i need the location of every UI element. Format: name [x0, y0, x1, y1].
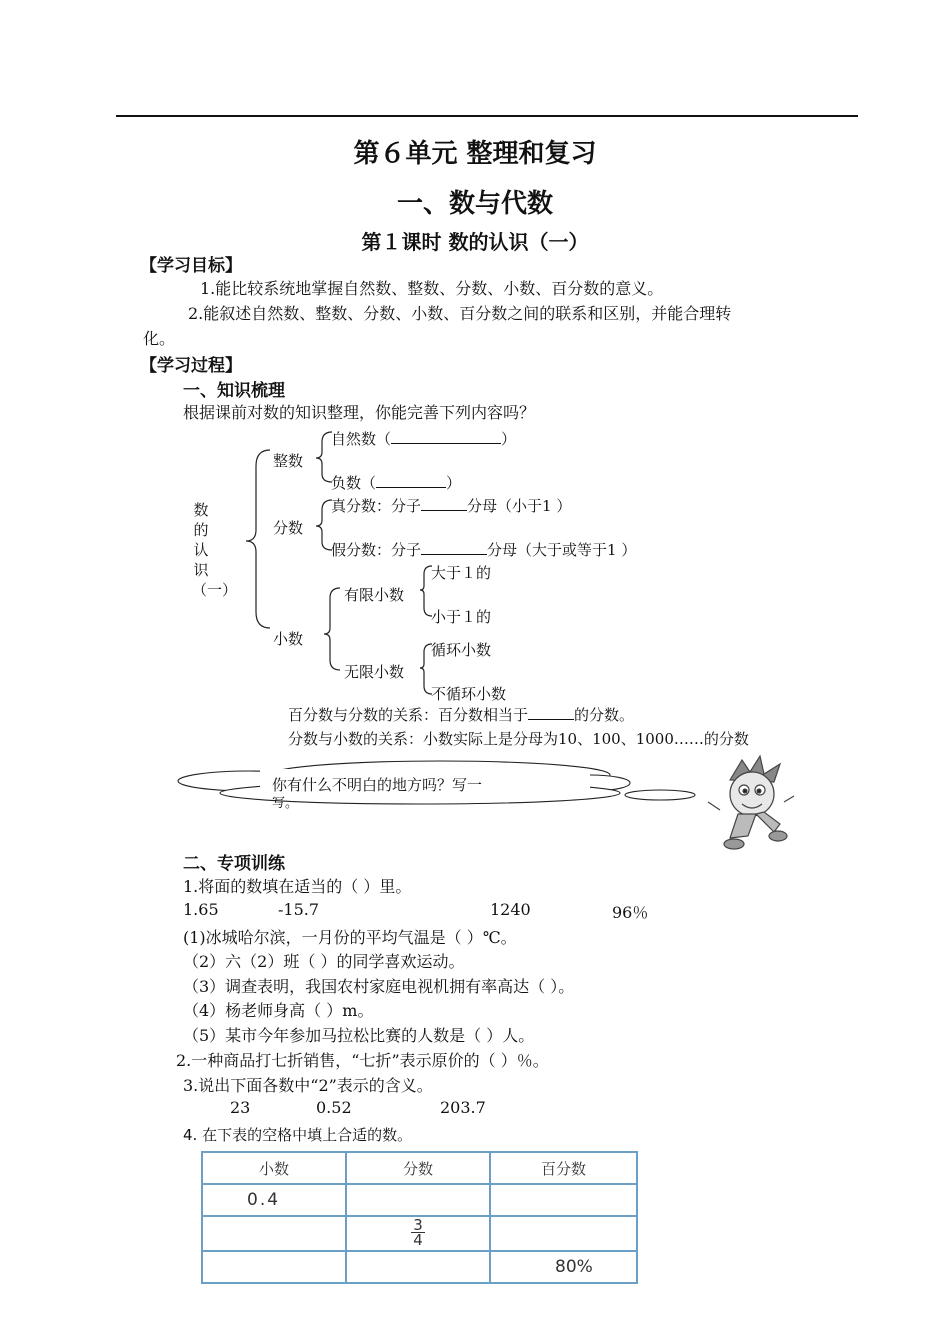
fraction-three-quarters: [411, 1218, 425, 1247]
tree-decimal: 小数: [273, 630, 304, 648]
tree-negative: 负数（ ）: [331, 474, 462, 492]
process-heading: 【学习过程】: [140, 356, 242, 376]
question-1-2: （2）六（2）班（ ）的同学喜欢运动。: [183, 952, 465, 971]
question-4: 4. 在下表的空格中填上合适的数。: [183, 1126, 413, 1144]
question-1: 1.将面的数填在适当的（ ）里。: [183, 877, 412, 896]
question-1-4: （4）杨老师身高（ ）m。: [183, 1001, 374, 1020]
unit-title: 第６单元 整理和复习: [353, 139, 597, 169]
table-row: [202, 1216, 637, 1251]
table-header-fraction: 分数: [346, 1152, 490, 1184]
tree-proper-fraction: 真分数：分子 分母（小于1 ）: [331, 497, 572, 515]
number-1: 1.65: [183, 900, 219, 919]
q3-number-3: 203.7: [440, 1098, 486, 1117]
number-3: 1240: [490, 900, 531, 919]
tree-natural: 自然数（ ）: [331, 430, 517, 448]
lesson-title: 第１课时 数的认识（一）: [361, 230, 589, 254]
table-cell-blank[interactable]: [346, 1251, 490, 1283]
question-2: 2.一种商品打七折销售，“七折”表示原价的（ ）％。: [176, 1051, 549, 1070]
table-header-decimal: 小数: [202, 1152, 346, 1184]
table-cell-blank[interactable]: [202, 1251, 346, 1283]
tree-greater-than-one: 大于１的: [431, 564, 492, 582]
number-2: -15.7: [278, 900, 320, 919]
tree-finite-decimal: 有限小数: [344, 586, 405, 604]
goal-item-2: 2.能叙述自然数、整数、分数、小数、百分数之间的联系和区别，并能合理转: [188, 304, 732, 323]
table-cell-fraction: [346, 1216, 490, 1251]
part1-intro: 根据课前对数的知识整理，你能完善下列内容吗？: [183, 403, 536, 422]
percent-relation: 百分数与分数的关系：百分数相当于 的分数。: [288, 706, 635, 724]
question-1-3: （3）调查表明，我国农村家庭电视机拥有率高达（ ）。: [183, 977, 575, 996]
tree-less-than-one: 小于１的: [431, 608, 492, 626]
fraction-numerator: 3: [413, 1216, 423, 1234]
table-row: [202, 1251, 637, 1283]
table-cell-blank[interactable]: [346, 1184, 490, 1216]
table-cell-decimal: 0.4: [202, 1184, 346, 1216]
number-4: 96％: [612, 903, 649, 922]
table-cell-blank[interactable]: [490, 1216, 637, 1251]
tree-improper-fraction: 假分数：分子 分母（大于或等于1 ）: [331, 541, 637, 559]
fraction-denominator: 4: [413, 1231, 423, 1249]
tree-infinite-decimal: 无限小数: [344, 663, 405, 681]
tree-repeating-decimal: 循环小数: [431, 641, 492, 659]
training-title: 二、专项训练: [183, 854, 285, 874]
goal-item-1: 1.能比较系统地掌握自然数、整数、分数、小数、百分数的意义。: [200, 279, 664, 298]
table-header-row: [202, 1152, 637, 1184]
tree-integer: 整数: [273, 452, 304, 470]
table-header-percent: 百分数: [490, 1152, 637, 1184]
question-1-5: （5）某市今年参加马拉松比赛的人数是（ ）人。: [183, 1026, 535, 1045]
q3-number-1: 23: [230, 1098, 251, 1117]
question-1-1: (1)冰城哈尔滨，一月份的平均气温是（ ）℃。: [183, 928, 517, 947]
section-title: 一、数与代数: [396, 189, 553, 219]
tree-nonrepeating-decimal: 不循环小数: [431, 685, 507, 703]
conversion-table: [201, 1151, 638, 1284]
cloud-text-line2: 写。: [272, 796, 299, 811]
tree-fraction: 分数: [273, 519, 304, 537]
decimal-relation: 分数与小数的关系：小数实际上是分母为10、100、1000……的分数: [288, 730, 749, 748]
goal-item-2-cont: 化。: [143, 329, 176, 348]
question-3: 3.说出下面各数中“2”表示的含义。: [183, 1076, 433, 1095]
table-cell-percent: 80%: [490, 1251, 637, 1283]
part1-title: 一、知识梳理: [183, 381, 285, 401]
cartoon-child-image: [700, 752, 800, 857]
table-cell-blank[interactable]: [202, 1216, 346, 1251]
tree-root-label: 数的认识（一）: [192, 501, 238, 599]
table-row: [202, 1184, 637, 1216]
goals-heading: 【学习目标】: [140, 256, 242, 276]
table-cell-blank[interactable]: [490, 1184, 637, 1216]
q3-number-2: 0.52: [316, 1098, 352, 1117]
cloud-text-line1: 你有什么不明白的地方吗？写一: [272, 776, 483, 794]
